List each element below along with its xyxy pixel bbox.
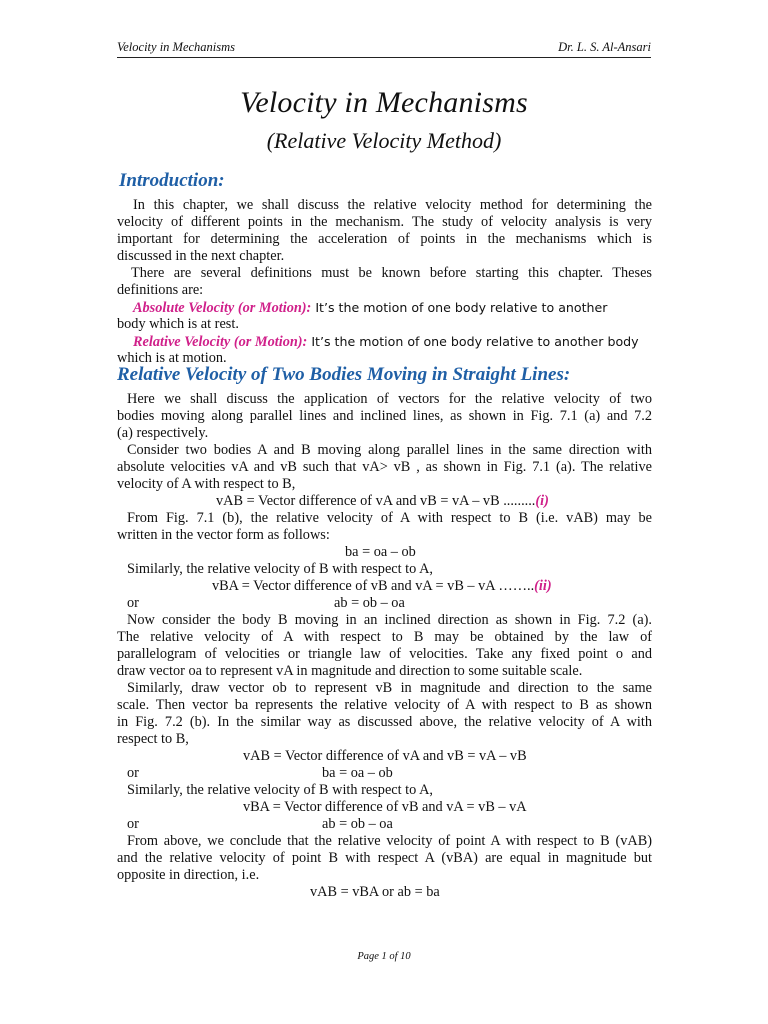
equation-text: vAB = vBA or ab = ba [310,884,440,900]
text-line: absolute velocities vA and vB such that vA> vB , as shown in Fig. 7.1 (a). The relative [117,459,652,475]
text-line: velocity of A with respect to B, [117,476,296,492]
header-author-text: Dr. L. S. Al-Ansari [558,40,651,54]
introduction-heading: Introduction: [119,170,225,191]
equation-text: ba = oa – ob [345,544,416,560]
text-line: draw vector oa to represent vA in magnitude and direction to some suitable scale. [117,663,583,679]
text-line: which is at motion. [117,350,227,366]
definition-line [133,333,652,351]
text-line: in Fig. 7.2 (b). In the similar way as discussed above, the relative velocity of A with [117,714,652,730]
running-header [117,40,651,58]
equation-text: vAB = Vector difference of vA and vB = vA – vB ......... [216,493,536,509]
definition-text: It’s the motion of one body relative to another body [307,334,639,349]
page-number: Page 1 of 10 [357,951,411,962]
section-heading: Relative Velocity of Two Bodies Moving in Straight Lines: [117,364,571,385]
equation [322,765,393,782]
text-line: or [127,816,139,832]
text-line: Here we shall discuss the application of vectors for the relative velocity of two [127,391,652,407]
equation [243,799,527,816]
text-line: opposite in direction, i.e. [117,867,260,883]
text-line: There are several definitions must be known before starting this chapter. Theses [131,265,652,281]
header-left-text: Velocity in Mechanisms [117,40,236,54]
text-line: respect to B, [117,731,189,747]
equation-number: (ii) [534,578,552,594]
equation [334,595,405,612]
page-title: Velocity in Mechanisms [240,86,528,119]
equation-text: ba = oa – ob [322,765,393,781]
page-subtitle: (Relative Velocity Method) [266,128,502,153]
text-line: Similarly, draw vector ob to represent vB in magnitude and direction to the same [127,680,652,696]
equation [322,816,393,833]
text-line: written in the vector form as follows: [117,527,330,543]
equation [243,748,527,765]
text-line: (a) respectively. [117,425,209,441]
text-line: From above, we conclude that the relative velocity of point A with respect to B (vAB) [127,833,652,849]
text-line: scale. Then vector ba represents the relative velocity of A with respect to B as shown [117,697,652,713]
equation [212,578,552,595]
equation [345,544,416,561]
text-line: important for determining the acceleration of points in the mechanisms which is [117,231,652,247]
equation-text: vAB = Vector difference of vA and vB = vA – vB [243,748,527,764]
equation-text: vBA = Vector difference of vB and vA = vB – vA [243,799,527,815]
equation [310,884,440,901]
equation-text: ab = ob – oa [322,816,393,832]
equation-text: vBA = Vector difference of vB and vA = vB – vA …….. [212,578,535,594]
text-line: From Fig. 7.1 (b), the relative velocity of A with respect to B (i.e. vAB) may be [127,510,652,526]
text-line: In this chapter, we shall discuss the relative velocity method for determining the [133,197,652,213]
text-line: or [127,765,139,781]
text-line: Consider two bodies A and B moving along parallel lines in the same direction with [127,442,652,458]
definition-text: It’s the motion of one body relative to another [311,300,608,315]
text-line: velocity of different points in the mechanism. The study of velocity analysis is very [117,214,652,230]
definition-line [133,299,652,317]
text-line: bodies moving along parallel lines and inclined lines, as shown in Fig. 7.1 (a) and 7.2 [117,408,652,424]
text-line: definitions are: [117,282,204,298]
text-line: Similarly, the relative velocity of B with respect to A, [127,782,433,798]
text-line: Similarly, the relative velocity of B with respect to A, [127,561,433,577]
text-line: and the relative velocity of point B with respect A (vBA) are equal in magnitude but [117,850,652,866]
text-line: discussed in the next chapter. [117,248,285,264]
text-line: The relative velocity of A with respect to B may be obtained by the law of [117,629,652,645]
text-line: body which is at rest. [117,316,239,332]
equation-text: ab = ob – oa [334,595,405,611]
text-line: Now consider the body B moving in an inclined direction as shown in Fig. 7.2 (a). [127,612,652,628]
definition-term: Absolute Velocity (or Motion): [133,300,312,316]
equation-number: (i) [535,493,549,509]
text-line: parallelogram of velocities or triangle law of velocities. Take any fixed point o and [117,646,652,662]
definition-term: Relative Velocity (or Motion): [133,334,308,350]
equation [216,493,549,510]
text-line: or [127,595,139,611]
